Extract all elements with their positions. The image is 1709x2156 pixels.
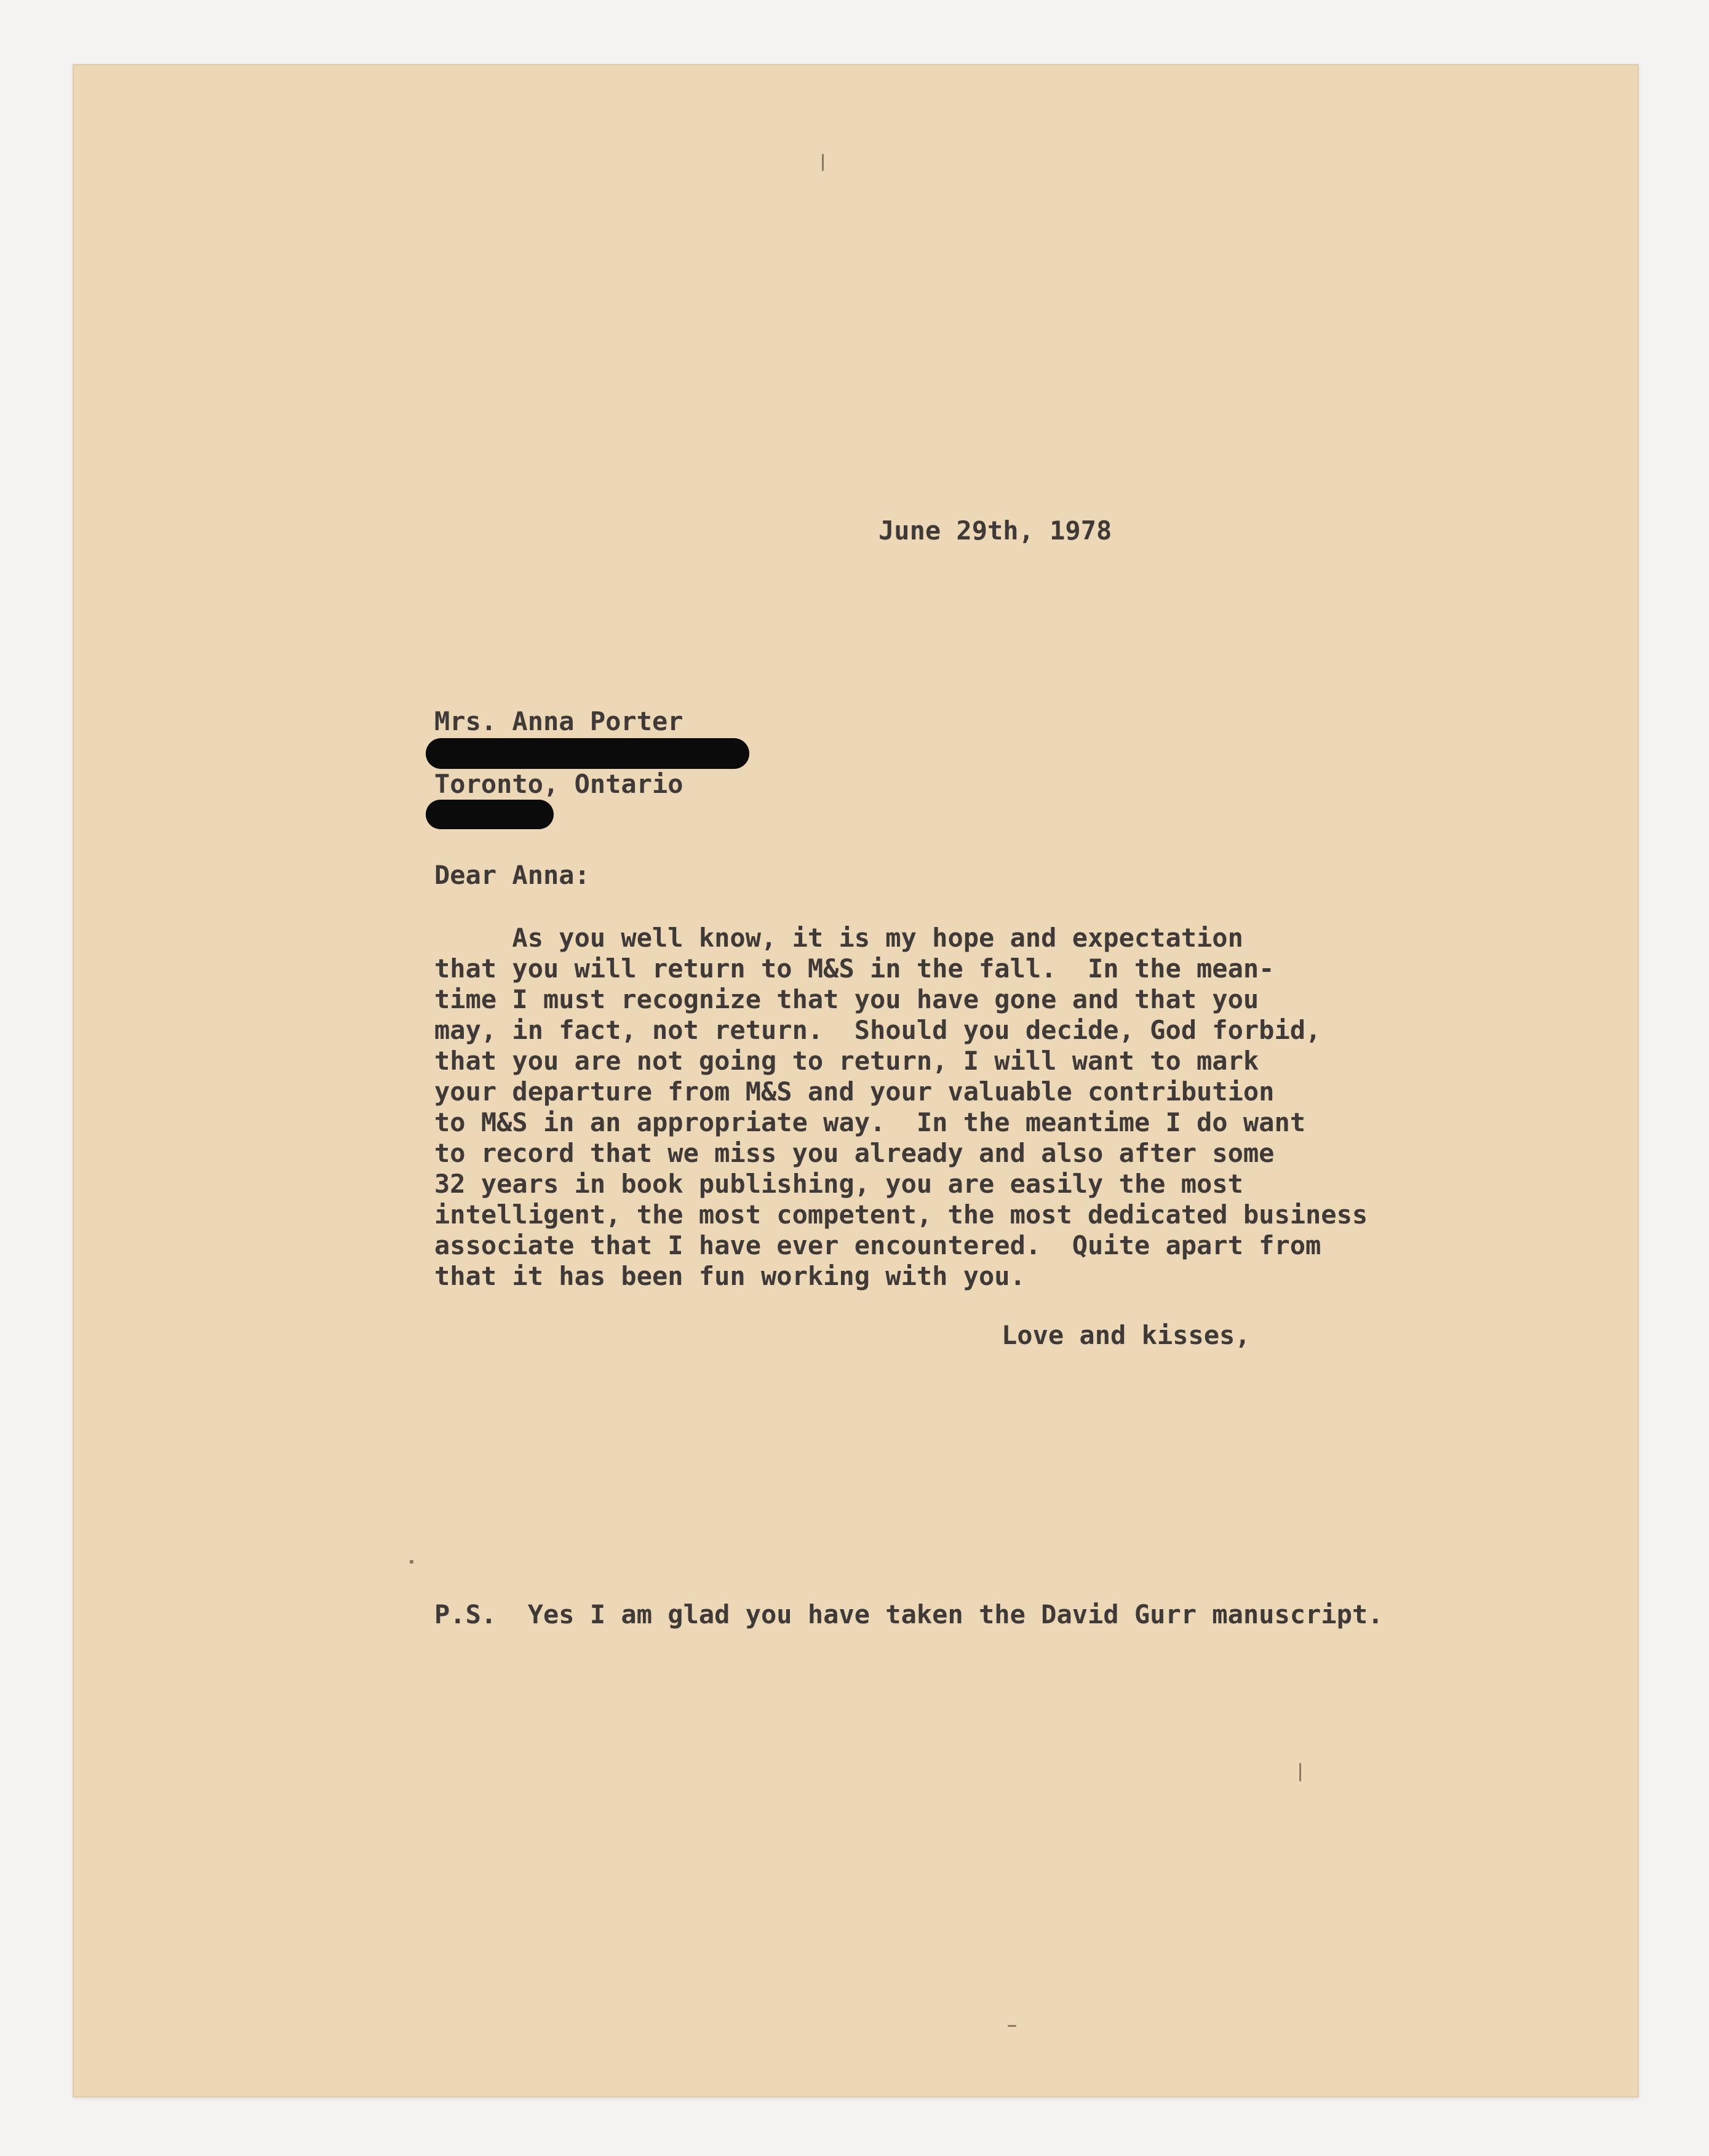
body-line: associate that I have ever encountered. Quite apart from bbox=[434, 1230, 1321, 1260]
body-line: 32 years in book publishing, you are easily the most bbox=[434, 1169, 1243, 1199]
body-line: As you well know, it is my hope and expectation bbox=[434, 923, 1243, 953]
body-line: that you are not going to return, I will want to mark bbox=[434, 1046, 1259, 1076]
paper-speck bbox=[1008, 2025, 1016, 2027]
letter-body bbox=[434, 923, 1368, 1292]
paper-speck bbox=[410, 1560, 413, 1564]
body-line: intelligent, the most competent, the most dedicated business bbox=[434, 1199, 1368, 1230]
letter-date: June 29th, 1978 bbox=[878, 515, 1112, 546]
body-line: your departure from M&S and your valuable contribution bbox=[434, 1076, 1275, 1107]
body-line: to M&S in an appropriate way. In the meantime I do want bbox=[434, 1107, 1306, 1137]
closing: Love and kisses, bbox=[1002, 1320, 1251, 1350]
paper-speck bbox=[822, 154, 824, 171]
recipient-city: Toronto, Ontario bbox=[434, 769, 683, 799]
redacted-street-address bbox=[426, 738, 749, 769]
body-line: time I must recognize that you have gone and that you bbox=[434, 984, 1259, 1014]
recipient-name: Mrs. Anna Porter bbox=[434, 706, 683, 736]
body-line: may, in fact, not return. Should you decide, God forbid, bbox=[434, 1015, 1321, 1045]
redacted-postal-code bbox=[426, 800, 554, 829]
postscript: P.S. Yes I am glad you have taken the David Gurr manuscript. bbox=[434, 1599, 1384, 1629]
paper-speck bbox=[1299, 1763, 1301, 1781]
body-line: to record that we miss you already and also after some bbox=[434, 1138, 1275, 1168]
body-line: that it has been fun working with you. bbox=[434, 1261, 1026, 1291]
letter-page bbox=[73, 64, 1639, 2098]
body-line: that you will return to M&S in the fall. In the mean- bbox=[434, 953, 1275, 984]
salutation: Dear Anna: bbox=[434, 860, 590, 890]
